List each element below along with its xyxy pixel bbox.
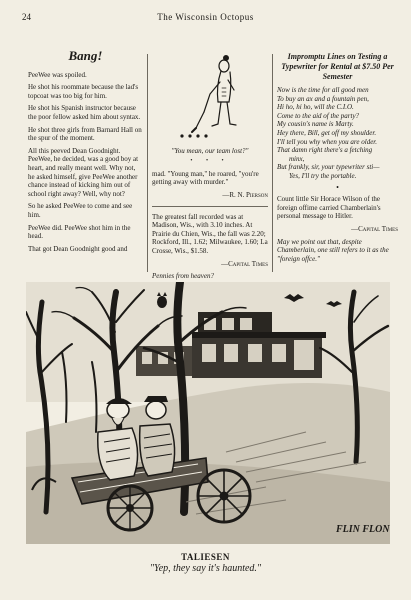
story-paragraph: He shot three girls from Barnard Hall on the spur of the moment. (28, 125, 142, 143)
golfer-illustration (152, 52, 268, 140)
taliesen-cartoon (26, 282, 390, 544)
news-item: Count little Sir Horace Wilson of the foreign offime carried Chamberlain's personal message to Hitler. (277, 195, 381, 221)
poem-line: That damn right there's a fetching (277, 146, 373, 155)
news-quip: May we point out that, despite Chamberlain, one still refers to it as the "foreign offce." (277, 237, 389, 263)
poem-line: Come to the aid of the party? (277, 111, 360, 120)
poem-line: I'll tell you why when you are older. (277, 137, 377, 146)
poem-line: Hey there, Bill, get off my shoulder. (277, 128, 377, 137)
section-bullet: • (336, 182, 339, 192)
news-quip: Pennies from heaven? (152, 272, 214, 281)
news-item: The greatest fall recorded was at Madison, Wis., with 3.10 inches. At Prairie du Chien, Wis., the fall was 2.20; Rockford, Ill., 1.62; Milwaukee, 1.60; La Crosse, Wis., $1.58. (152, 212, 268, 255)
page-header (0, 12, 411, 26)
poem-line: Hi ho, hi ho, will the C.I.O. (277, 103, 354, 112)
cartoon-signature: FLIN FLON (336, 524, 390, 535)
page-number: 24 (22, 12, 31, 22)
news-credit: —Capital Times (351, 224, 398, 233)
magazine-title: The Wisconsin Octopus (157, 12, 254, 22)
story-paragraph: PeeWee did. PeeWee shot him in the head. (28, 223, 131, 241)
story-continuation: mad. "Young man," he roared, "you're getting away with murder." (152, 169, 259, 187)
poem-line: Yes, I'll try the portable. (289, 171, 357, 180)
story-paragraph: All this peeved Dean Goodnight. PeeWee, he decided, was a good boy at heart, and really meant well. Why not, he asked himself, give PeeWee another chance instead of kicking him out of school right away? Well, why not? (28, 146, 139, 198)
column-bang-story (28, 48, 143, 257)
news-credit: —Capital Times (221, 259, 268, 268)
story-paragraph: That got Dean Goodnight good and (28, 244, 128, 253)
poem (277, 86, 398, 181)
cartoon-title: TALIESEN (181, 552, 230, 562)
column-right (277, 52, 398, 267)
poem-line: My cousin's name is Marty. (277, 120, 354, 129)
column-divider-right (272, 54, 273, 272)
story-paragraph: So he asked PeeWee to come and see him. (28, 202, 133, 219)
story-credit: —R. N. Pierson (222, 190, 268, 199)
poem-line: Now is the time for all good men (277, 86, 369, 94)
column-middle (152, 52, 268, 285)
poem-line: minx, (289, 154, 305, 163)
cartoon-quote: "Yep, they say it's haunted." (149, 563, 262, 574)
poem-title: Impromptu Lines on Testing a Typewriter for Rental at $7.50 Per Semester (281, 52, 394, 81)
story-title: Bang! (68, 48, 103, 63)
poem-line: But frankly, sir, your typewriter sti— (277, 163, 380, 172)
poem-line: To buy an ax and a fountain pen, (277, 94, 369, 103)
column-divider-left (147, 54, 148, 272)
story-paragraph: He shot his Spanish instructor because the poor fellow asked him about syntax. (28, 104, 141, 121)
section-divider (152, 206, 268, 207)
story-paragraph: PeeWee was spoiled. (28, 70, 87, 79)
story-paragraph: He shot his roommate because the lad's topcoat was too big for him. (28, 83, 139, 100)
cartoon-caption (0, 552, 411, 574)
illustration-caption: "You mean, our team lost?" (171, 146, 249, 155)
section-dots: • • • (190, 158, 230, 165)
